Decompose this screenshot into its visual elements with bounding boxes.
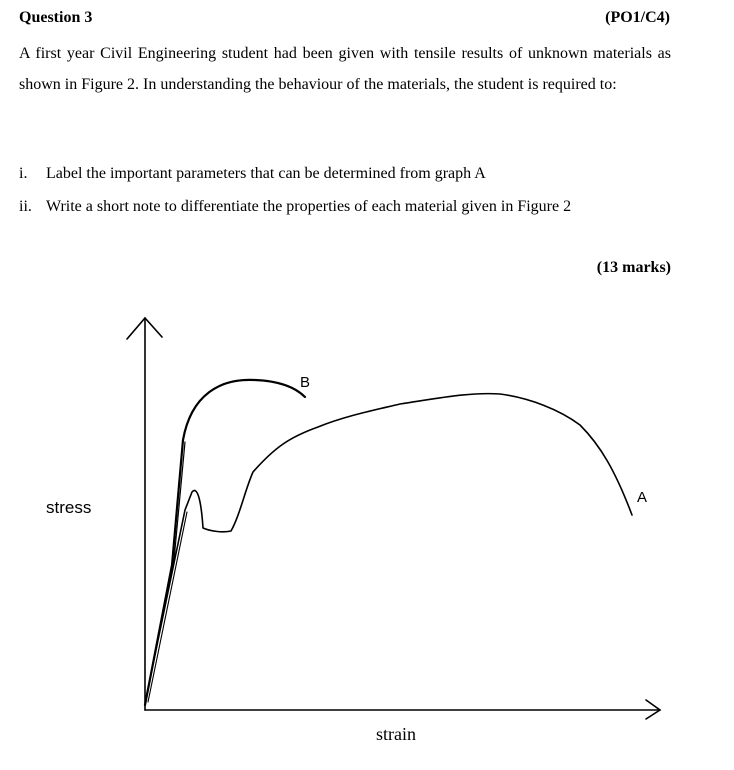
task-text: Write a short note to differentiate the properties of each material given in Figure 2 <box>46 198 572 215</box>
curve-b <box>145 380 305 705</box>
question-intro: A first year Civil Engineering student had been given with tensile results of unknown materials as shown in Figure 2. In understanding the behaviour of the materials, the student is required to: <box>19 45 671 93</box>
curve-a-edge <box>148 512 187 702</box>
curve-b-label: B <box>300 374 311 391</box>
x-axis-label: strain <box>376 724 416 744</box>
y-axis <box>127 318 162 710</box>
curve-a <box>146 394 632 698</box>
task-text: Label the important parameters that can be determined from graph A <box>46 165 486 182</box>
marks-label: (13 marks) <box>596 259 671 276</box>
question-title: Question 3 <box>19 9 93 26</box>
task-number: i. <box>19 165 28 182</box>
curve-a-label: A <box>637 489 648 506</box>
outcome-code: (PO1/C4) <box>605 9 670 26</box>
task-number: ii. <box>19 198 32 215</box>
x-axis <box>145 700 660 719</box>
y-axis-label: stress <box>46 498 92 517</box>
